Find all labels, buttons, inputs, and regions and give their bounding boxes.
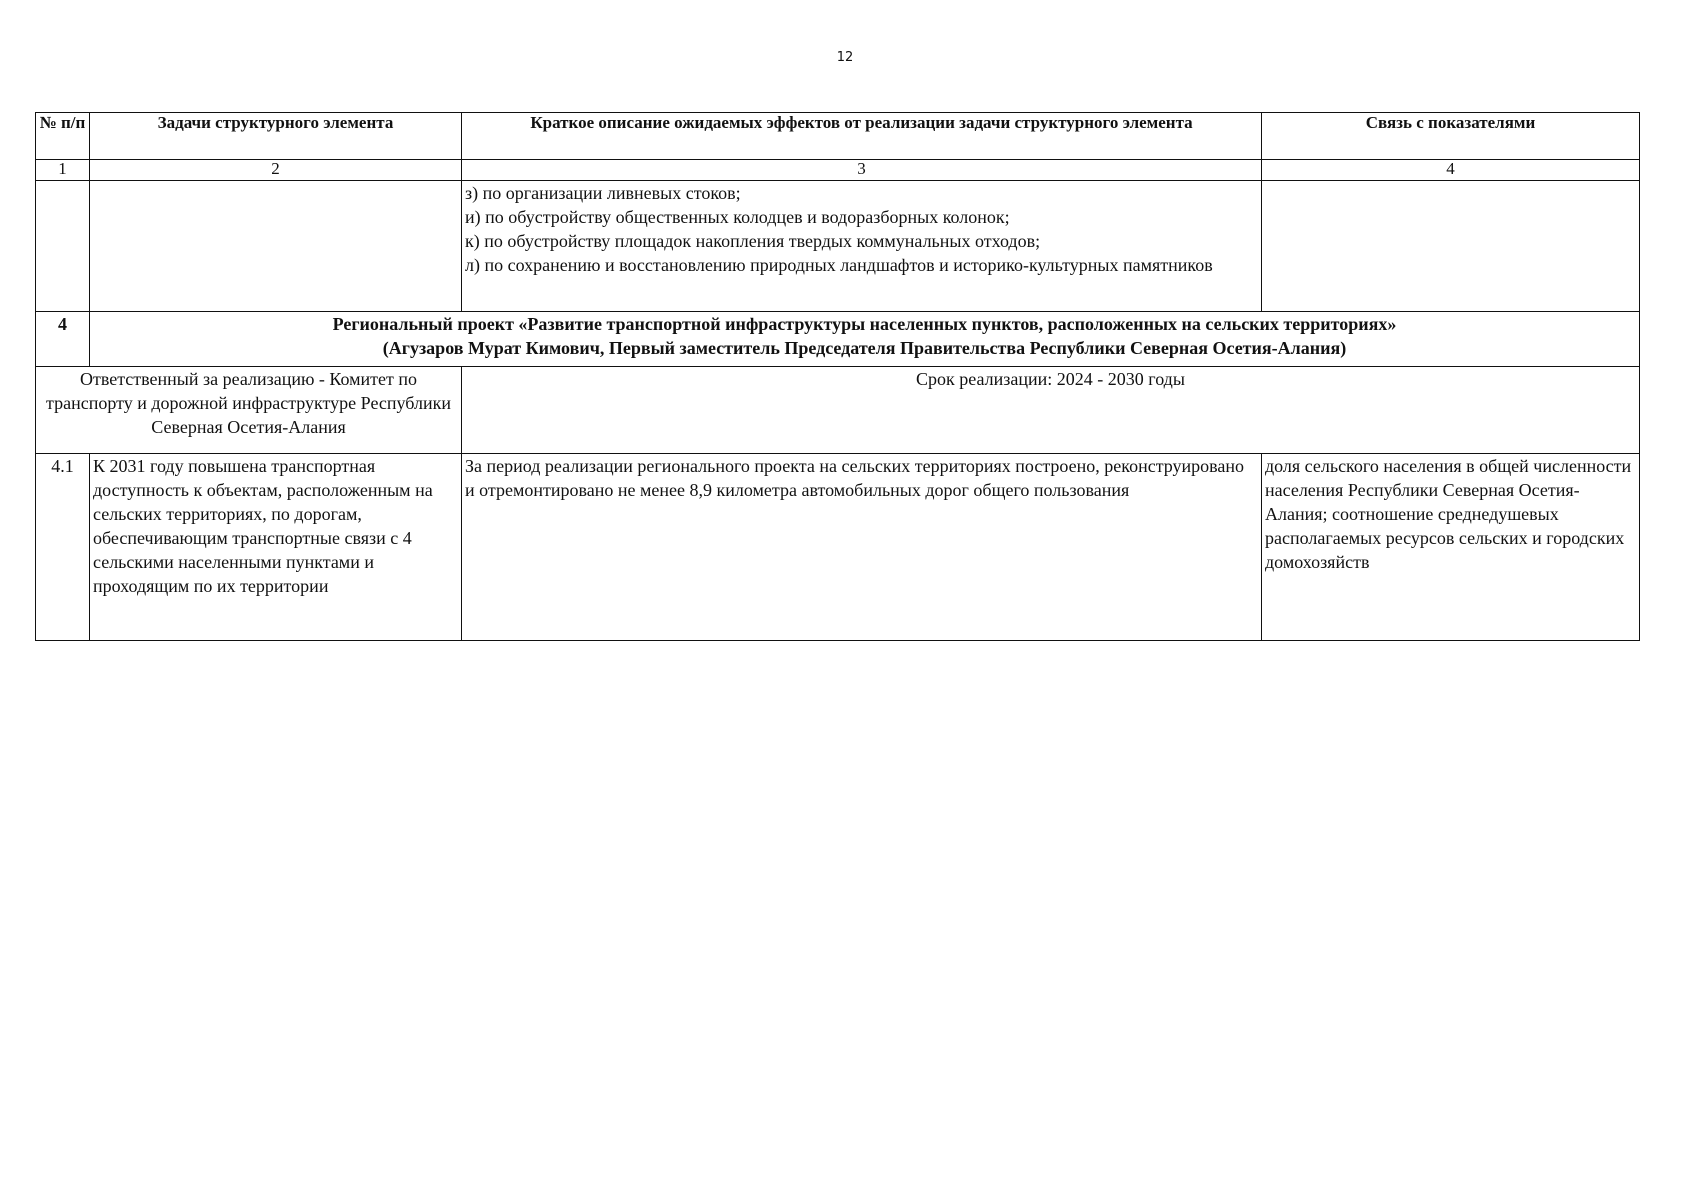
column-number: 4: [1262, 160, 1640, 181]
responsible-row: [36, 367, 1640, 454]
task-text: К 2031 году повышена транспортная доступность к объектам, расположенным на сельских территориях, по дорогам, обеспечивающим транспортные связи с 4 сельскими населенными пунктами и проходящим по их территории: [90, 454, 462, 641]
column-number: 1: [36, 160, 90, 181]
structural-elements-table: [35, 112, 1640, 641]
implementation-period: Срок реализации: 2024 - 2030 годы: [462, 367, 1640, 454]
column-number: 2: [90, 160, 462, 181]
description-line: з) по организации ливневых стоков;: [465, 183, 741, 203]
table-header-row: [36, 113, 1640, 160]
header-indicators: Связь с показателями: [1262, 113, 1640, 160]
project-number: 4: [36, 312, 90, 367]
continuation-description-cell: [462, 181, 1262, 312]
column-number-row: [36, 160, 1640, 181]
continuation-indicators-cell: [1262, 181, 1640, 312]
continuation-num-cell: [36, 181, 90, 312]
continuation-task-cell: [90, 181, 462, 312]
header-description: Краткое описание ожидаемых эффектов от реализации задачи структурного элемента: [462, 113, 1262, 160]
header-tasks: Задачи структурного элемента: [90, 113, 462, 160]
page-number: 12: [836, 50, 854, 65]
description-line: л) по сохранению и восстановлению природных ландшафтов и историко-культурных памятников: [465, 255, 1213, 275]
task-row: [36, 454, 1640, 641]
column-number: 3: [462, 160, 1262, 181]
project-row: [36, 312, 1640, 367]
task-number: 4.1: [36, 454, 90, 641]
project-curator: (Агузаров Мурат Кимович, Первый заместитель Председателя Правительства Республики Северная Осетия-Алания): [382, 338, 1347, 358]
project-title: Региональный проект «Развитие транспортной инфраструктуры населенных пунктов, расположенных на сельских территориях»: [332, 314, 1397, 334]
description-line: и) по обустройству общественных колодцев и водоразборных колонок;: [465, 207, 1010, 227]
responsible-text: Ответственный за реализацию - Комитет по транспорту и дорожной инфраструктуре Республики Северная Осетия-Алания: [36, 367, 462, 454]
header-num: № п/п: [36, 113, 90, 160]
task-indicators: доля сельского населения в общей численности населения Республики Северная Осетия-Алания; соотношение среднедушевых располагаемых ресурсов сельских и городских домохозяйств: [1262, 454, 1640, 641]
project-title-cell: [90, 312, 1640, 367]
task-description: За период реализации регионального проекта на сельских территориях построено, реконструировано и отремонтировано не менее 8,9 километра автомобильных дорог общего пользования: [462, 454, 1262, 641]
description-line: к) по обустройству площадок накопления твердых коммунальных отходов;: [465, 231, 1041, 251]
continuation-row: [36, 181, 1640, 312]
